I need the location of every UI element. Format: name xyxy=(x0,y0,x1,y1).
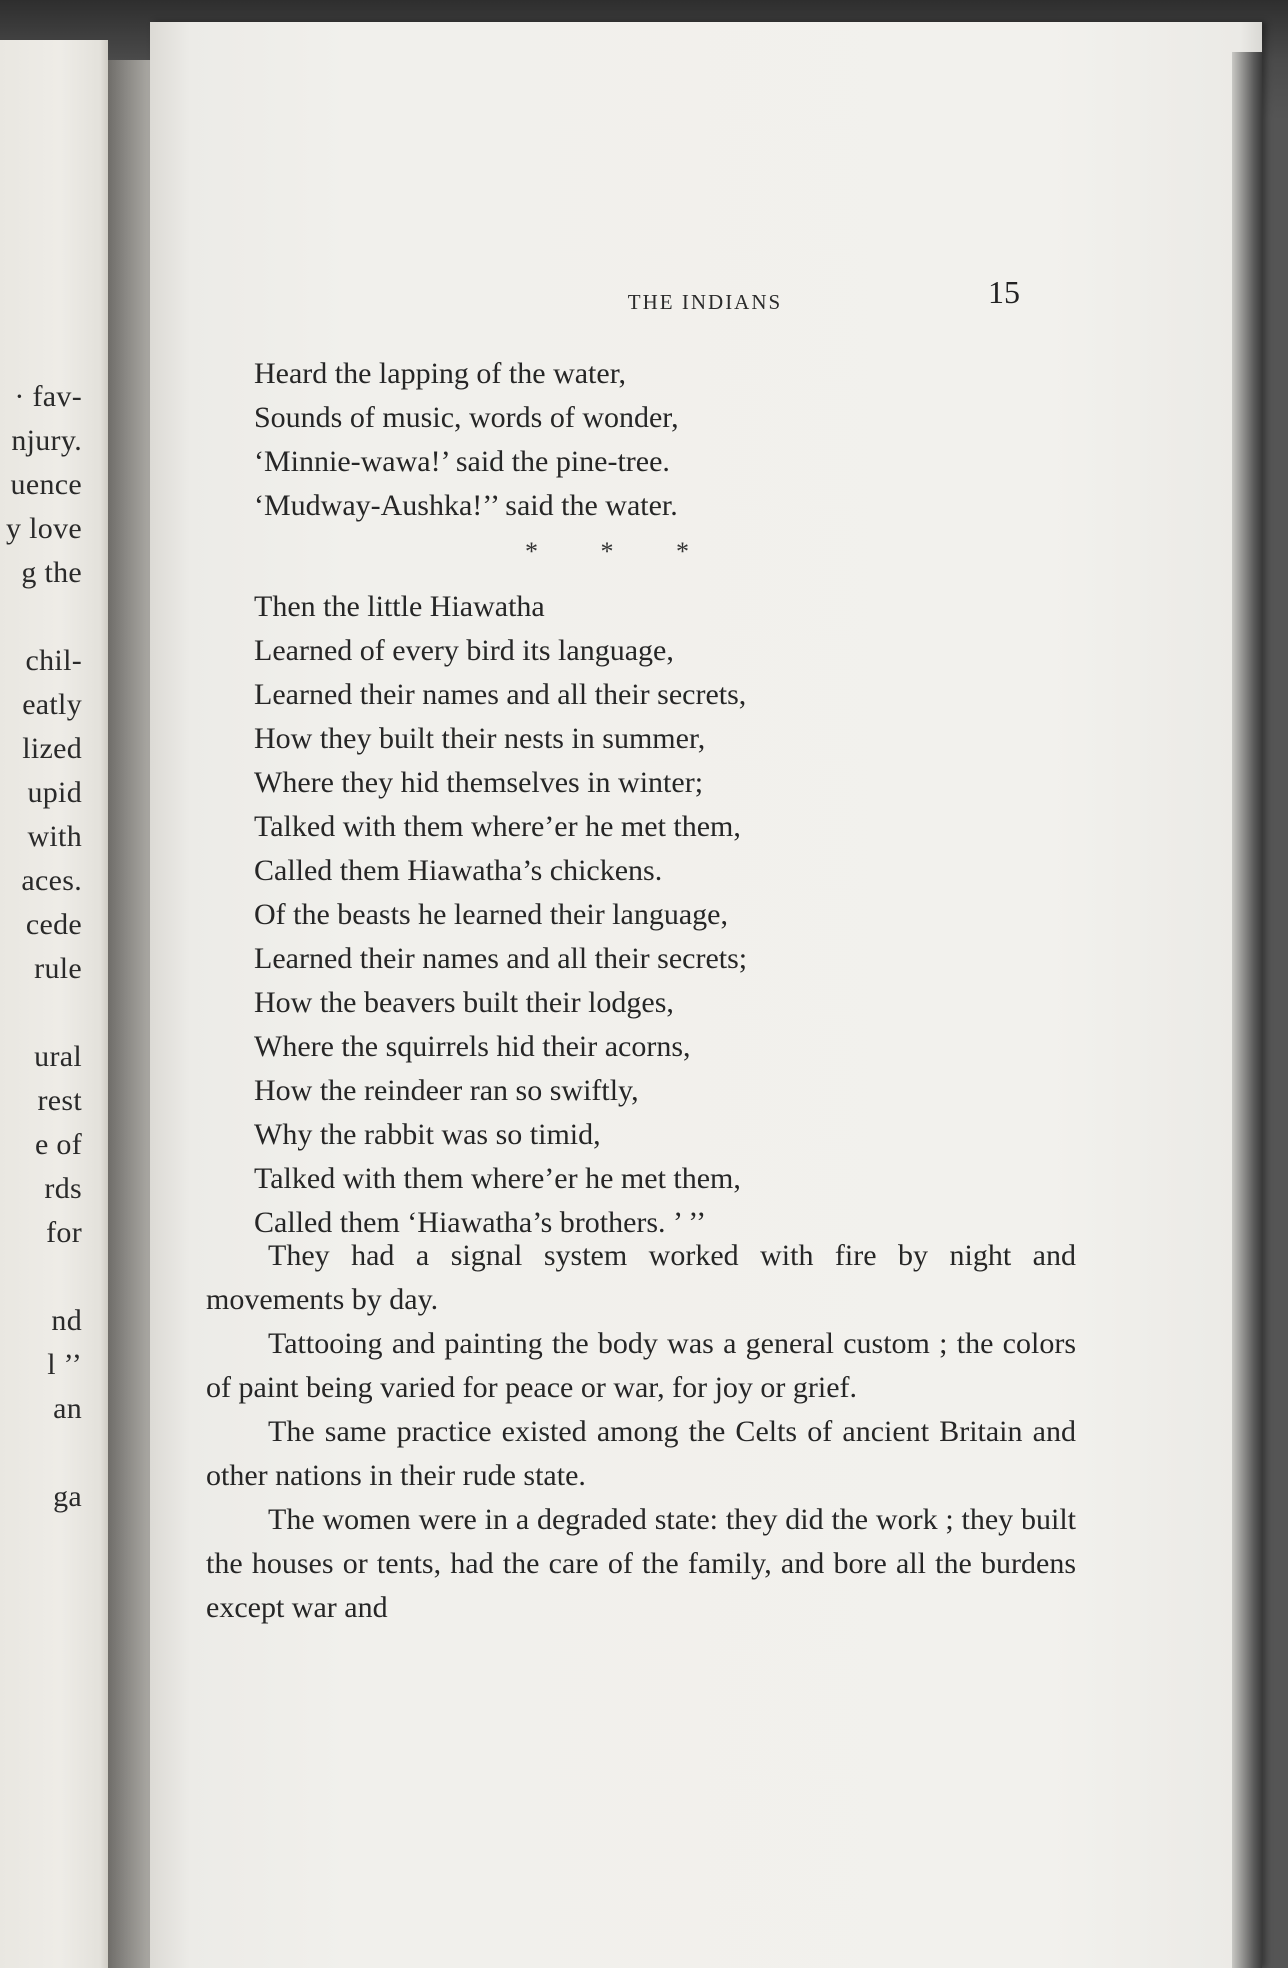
left-page-fragment: lized xyxy=(22,732,82,765)
page-number: 15 xyxy=(988,274,1020,310)
verse-line: Learned their names and all their secrets; xyxy=(254,942,748,975)
verse-line: Learned of every bird its language, xyxy=(254,634,674,667)
left-page-fragment: ural xyxy=(34,1040,82,1073)
paragraph: Tattooing and painting the body was a general custom ; the colors of paint being varied for peace or war, for joy or grief. xyxy=(206,1327,1076,1404)
paragraph: The women were in a degraded state: they did the work ; they built the houses or tents, had the care of the family, and bore all the burdens except war and xyxy=(206,1503,1076,1624)
left-page-fragment: njury. xyxy=(11,424,82,457)
running-title: THE INDIANS xyxy=(627,290,783,314)
verse-line: Called them ‘Hiawatha’s brothers. ’ ’’ xyxy=(254,1206,707,1239)
left-page-fragment: l ’’ xyxy=(47,1348,82,1381)
left-page-fragment: eatly xyxy=(22,688,82,721)
left-page-fragment: for xyxy=(46,1216,82,1249)
left-page-fragment: upid xyxy=(27,776,82,809)
left-page-fragment: ga xyxy=(53,1480,82,1513)
verse-line: Where the squirrels hid their acorns, xyxy=(254,1030,691,1063)
left-page-fragment: · fav- xyxy=(14,380,82,413)
left-page-fragment: rule xyxy=(34,952,82,985)
left-page-fragment: with xyxy=(27,820,82,853)
left-page-fragment: y love xyxy=(6,512,82,545)
verse-line: Of the beasts he learned their language, xyxy=(254,898,728,931)
verse-line: ‘Minnie-wawa!’ said the pine-tree. xyxy=(254,445,670,478)
paragraph: They had a signal system worked with fire by night and movements by day. xyxy=(206,1239,1076,1316)
left-page-fragment: aces. xyxy=(21,864,82,897)
verse-line: Talked with them where’er he met them, xyxy=(254,810,741,843)
verse-stanza-1 xyxy=(254,352,1154,528)
section-separator: * * * xyxy=(525,537,717,566)
left-page-fragment: rest xyxy=(37,1084,82,1117)
verse-line: Then the little Hiawatha xyxy=(254,590,545,623)
left-page-fragment: nd xyxy=(51,1304,82,1337)
page-edge xyxy=(1232,52,1262,1968)
verse-line: How the reindeer ran so swiftly, xyxy=(254,1074,639,1107)
left-page-fragment: g the xyxy=(21,556,82,589)
verse-line: Called them Hiawatha’s chickens. xyxy=(254,854,663,887)
prose-body xyxy=(206,1234,1076,1630)
left-page-fragment: an xyxy=(53,1392,82,1425)
verse-line: Talked with them where’er he met them, xyxy=(254,1162,741,1195)
right-page xyxy=(150,22,1262,1968)
verse-line: Heard the lapping of the water, xyxy=(254,357,626,390)
verse-line: How they built their nests in summer, xyxy=(254,722,706,755)
verse-line: Why the rabbit was so timid, xyxy=(254,1118,601,1151)
left-page-fragment: uence xyxy=(10,468,82,501)
verse-line: Learned their names and all their secrets, xyxy=(254,678,747,711)
left-facing-page xyxy=(0,40,108,1968)
left-page-fragment: e of xyxy=(34,1128,82,1161)
left-page-fragment: rds xyxy=(44,1172,82,1205)
verse-stanza-2 xyxy=(254,585,1154,1245)
paragraph: The same practice existed among the Celts of ancient Britain and other nations in their rude state. xyxy=(206,1415,1076,1492)
verse-line: Sounds of music, words of wonder, xyxy=(254,401,679,434)
verse-line: ‘Mudway-Aushka!’’ said the water. xyxy=(254,489,678,522)
left-page-fragment: cede xyxy=(25,908,82,941)
verse-line: How the beavers built their lodges, xyxy=(254,986,674,1019)
left-page-fragment: chil- xyxy=(25,644,82,677)
verse-line: Where they hid themselves in winter; xyxy=(254,766,704,799)
